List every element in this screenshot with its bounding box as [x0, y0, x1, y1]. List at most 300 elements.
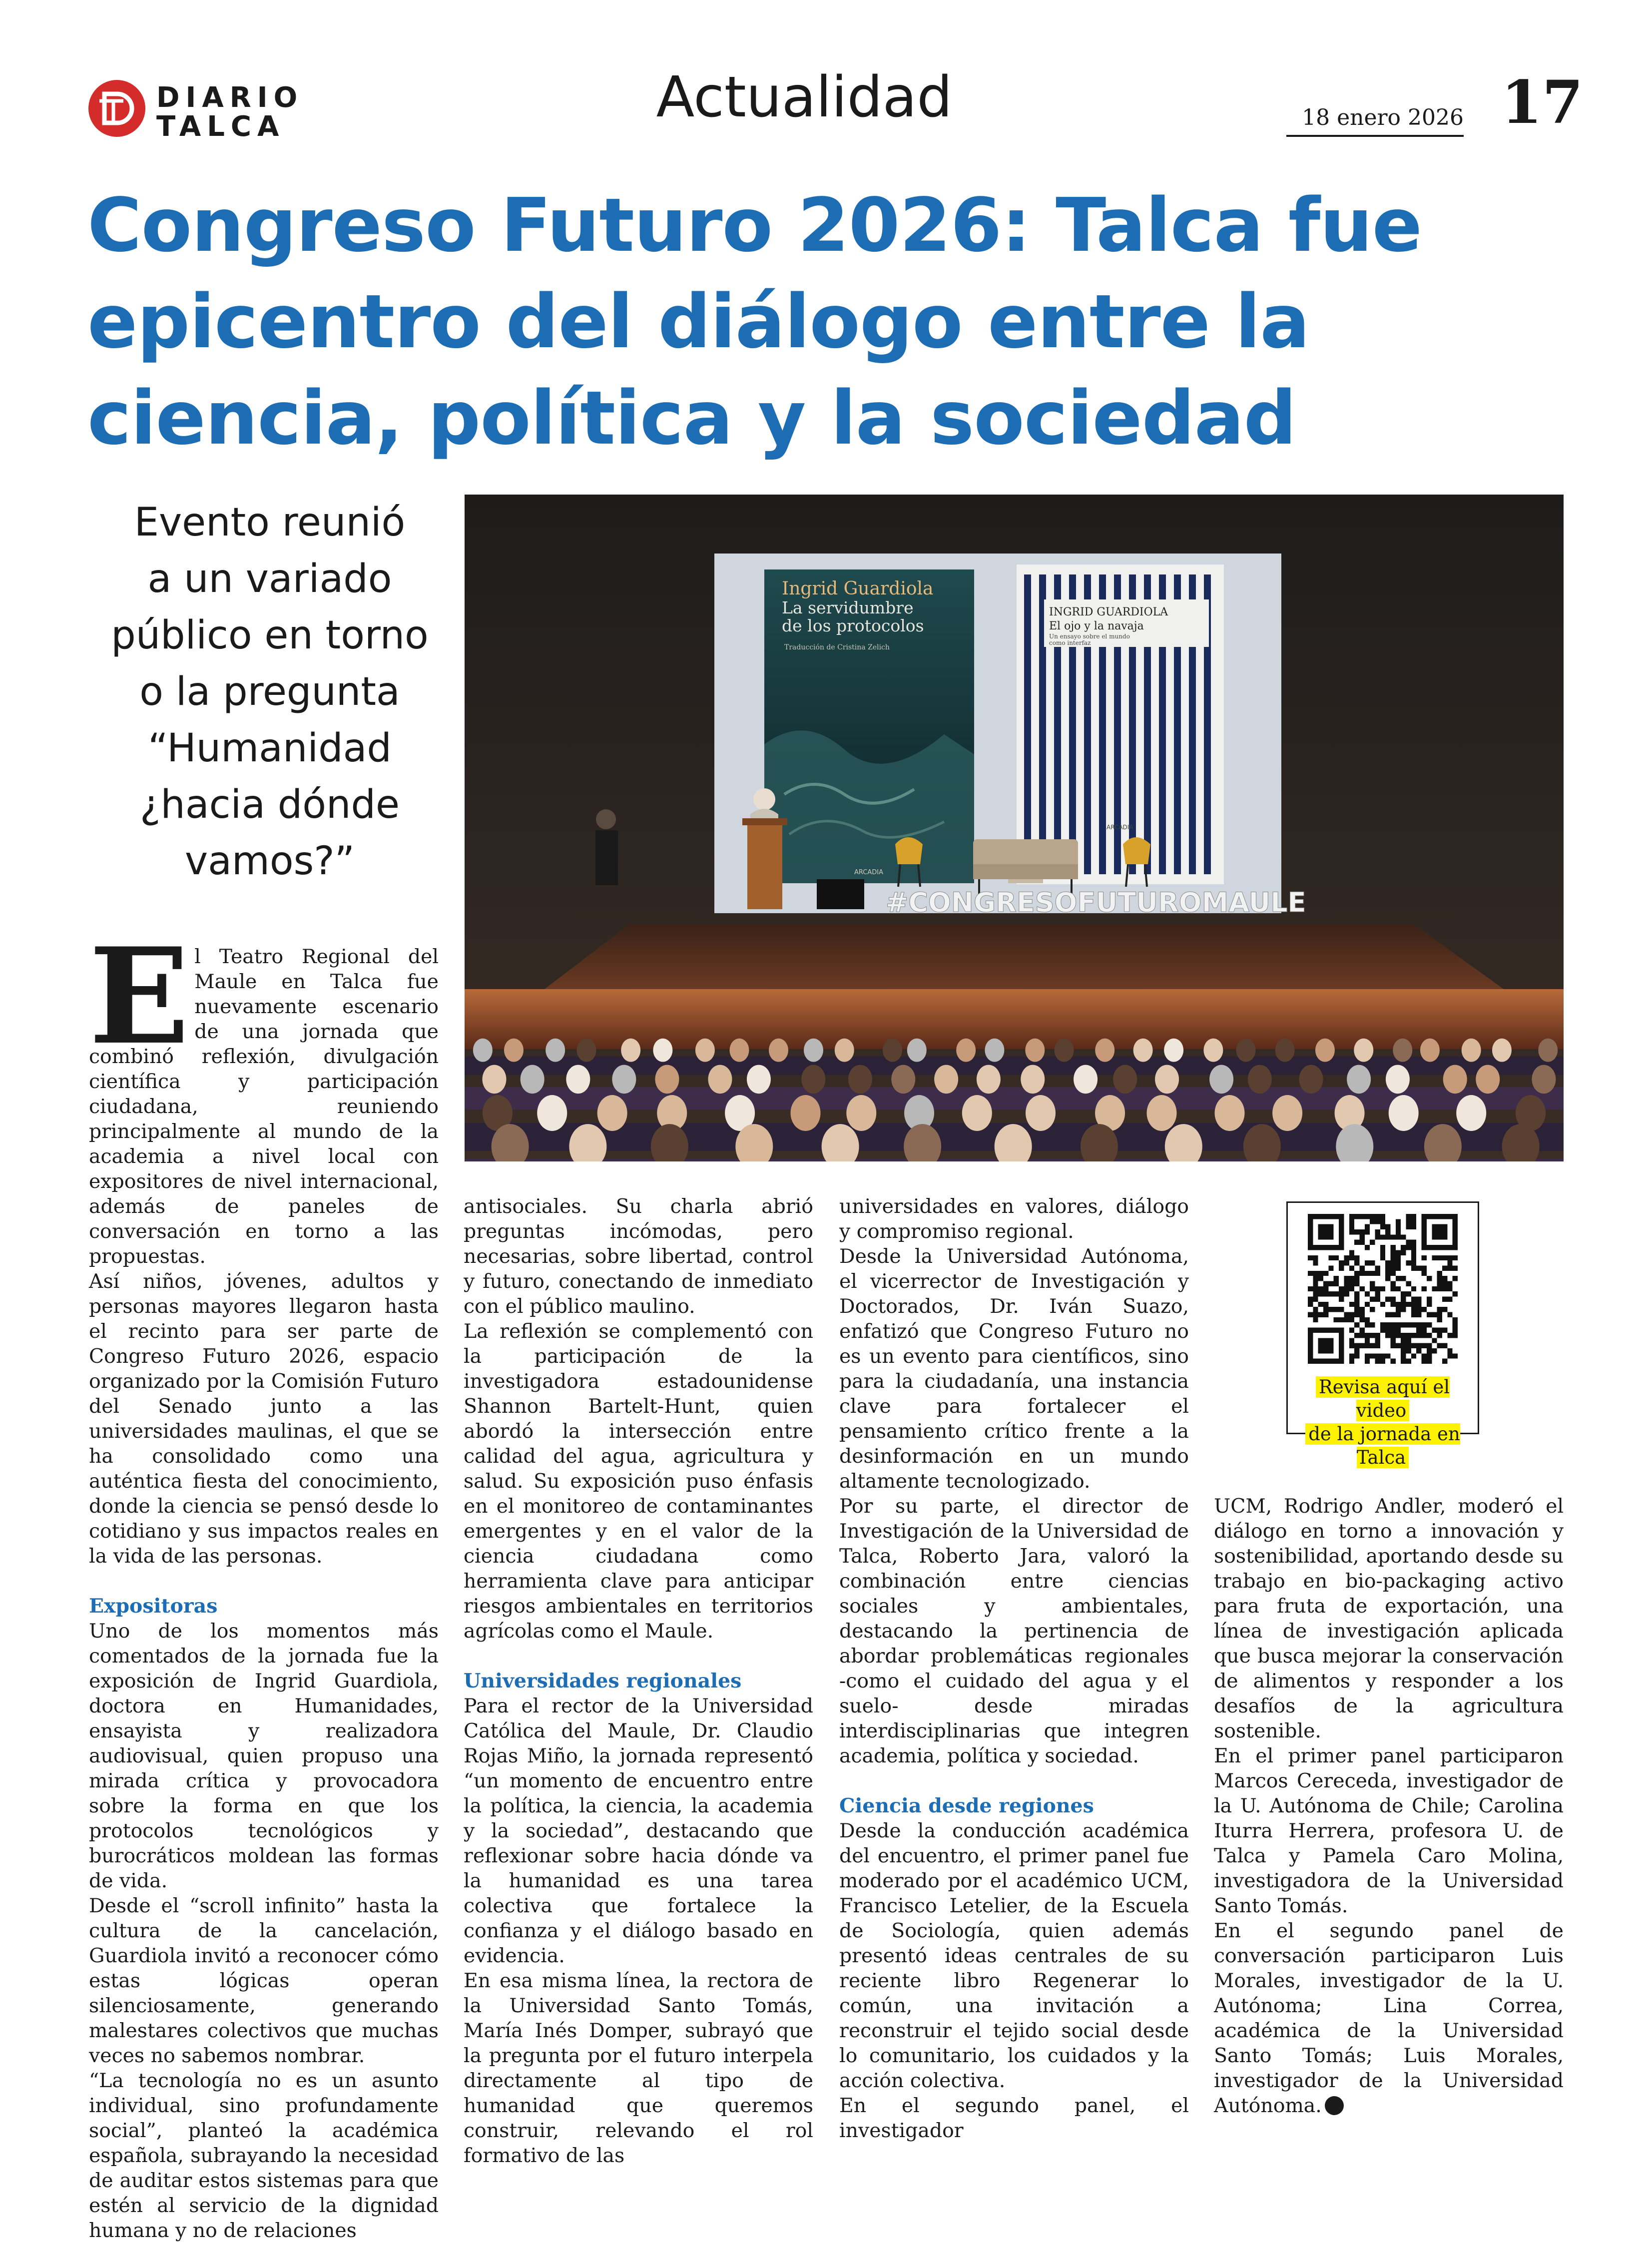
qr-module: [1334, 1255, 1339, 1260]
qr-module: [1422, 1322, 1427, 1327]
qr-module: [1349, 1338, 1354, 1343]
stage-equipment: [817, 879, 864, 909]
qr-module: [1442, 1297, 1447, 1302]
qr-module: [1411, 1214, 1416, 1219]
qr-module: [1427, 1333, 1432, 1338]
qr-module: [1323, 1302, 1328, 1307]
qr-module: [1370, 1307, 1375, 1312]
qr-module: [1380, 1328, 1385, 1333]
qr-module: [1432, 1338, 1437, 1343]
book1-title-1: La servidumbre: [782, 598, 914, 617]
audience: [465, 1039, 1564, 1161]
qr-module: [1375, 1286, 1380, 1291]
qr-module: [1375, 1297, 1380, 1302]
masthead-logo: [87, 75, 304, 143]
qr-module: [1380, 1234, 1385, 1239]
qr-module: [1313, 1271, 1318, 1276]
qr-module: [1313, 1281, 1318, 1286]
paragraph: Desde el “scroll infinito” hasta la cultura de la cancelación, Guardiola invitó a reconocer cómo estas lógicas operan silenciosamente, generando malestares colectivos que muchas veces no sabemos nombrar.: [89, 1894, 439, 2067]
qr-module: [1416, 1328, 1421, 1333]
qr-module: [1391, 1312, 1396, 1317]
qr-module: [1447, 1353, 1452, 1358]
qr-module: [1385, 1229, 1390, 1234]
qr-module: [1334, 1317, 1339, 1322]
audience-head: [1420, 1039, 1440, 1062]
article-column-2: [464, 1194, 813, 2168]
qr-module: [1453, 1291, 1458, 1296]
qr-module: [1391, 1359, 1396, 1364]
qr-module: [1401, 1245, 1406, 1250]
audience-head: [1347, 1065, 1371, 1094]
qr-module: [1375, 1333, 1380, 1338]
qr-module: [1354, 1255, 1359, 1260]
qr-module: [1380, 1214, 1385, 1219]
qr-module: [1432, 1312, 1437, 1317]
qr-module: [1375, 1271, 1380, 1276]
article-deck: [75, 495, 465, 890]
audience-head: [695, 1039, 715, 1062]
qr-module: [1406, 1224, 1411, 1229]
qr-module: [1406, 1333, 1411, 1338]
event-photo: [465, 495, 1564, 1161]
qr-module: [1313, 1286, 1318, 1291]
audience-head: [473, 1039, 493, 1062]
qr-module: [1401, 1322, 1406, 1327]
qr-module: [1411, 1219, 1416, 1224]
subhead-expositoras: Expositoras: [89, 1595, 218, 1618]
qr-module: [1385, 1276, 1390, 1281]
qr-module: [1385, 1353, 1390, 1358]
qr-module: [1365, 1260, 1370, 1265]
qr-module: [1422, 1265, 1427, 1270]
qr-module: [1391, 1255, 1396, 1260]
qr-module: [1344, 1281, 1349, 1286]
qr-module: [1427, 1322, 1432, 1327]
qr-module: [1406, 1240, 1411, 1245]
qr-module: [1453, 1328, 1458, 1333]
qr-module: [1396, 1250, 1401, 1255]
qr-module: [1349, 1281, 1354, 1286]
page-number: 17: [1501, 67, 1584, 137]
qr-module: [1370, 1353, 1375, 1358]
qr-module: [1349, 1229, 1354, 1234]
qr-module: [1344, 1291, 1349, 1296]
qr-module: [1411, 1255, 1416, 1260]
paragraph: Así niños, jóvenes, adultos y personas mayores llegaron hasta el recinto para ser parte de Congreso Futuro 2026, espacio organizado por la Comisión Futuro del Senado junto a las universidades maulinas, el que se ha consolidado como una auténtica fiesta del conocimiento, donde la ciencia se pensó desde lo cotidiano y sus impactos reales en la vida de las personas.: [89, 1270, 439, 1568]
qr-module: [1359, 1286, 1364, 1291]
qr-module: [1385, 1328, 1390, 1333]
qr-module: [1447, 1260, 1452, 1265]
paragraph: antisociales. Su charla abrió preguntas incómodas, pero necesarias, sobre libertad, control y futuro, conectando de inmediato con el público maulino.: [464, 1195, 813, 1318]
qr-module: [1328, 1291, 1333, 1296]
qr-module: [1339, 1260, 1344, 1265]
qr-module: [1308, 1286, 1313, 1291]
qr-module: [1411, 1286, 1416, 1291]
qr-module: [1365, 1317, 1370, 1322]
article-headline: Congreso Futuro 2026: Talca fue epicentro del diálogo entre la ciencia, política y la sociedad: [87, 182, 1422, 461]
qr-module: [1437, 1281, 1442, 1286]
book2-publisher: ARCADIA: [1106, 824, 1133, 831]
qr-module: [1391, 1281, 1396, 1286]
qr-module: [1359, 1265, 1364, 1270]
qr-module: [1442, 1359, 1447, 1364]
qr-module: [1323, 1312, 1328, 1317]
qr-module: [1349, 1343, 1354, 1348]
qr-module: [1385, 1312, 1390, 1317]
qr-module: [1411, 1245, 1416, 1250]
qr-module: [1391, 1260, 1396, 1265]
qr-module: [1354, 1343, 1359, 1348]
qr-module: [1411, 1265, 1416, 1270]
paragraph: Por su parte, el director de Investigación de la Universidad de Talca, Roberto Jara, valoró la combinación entre ciencias sociales y ambientales, destacando la pertinencia de abordar problemáticas regionales -como el cuidado del agua y el suelo- desde miradas interdisciplinarias que integren academia, política y sociedad.: [839, 1495, 1189, 1767]
audience-head: [801, 1065, 825, 1094]
audience-head: [1026, 1095, 1056, 1131]
qr-module: [1406, 1214, 1411, 1219]
qr-module: [1380, 1219, 1385, 1224]
qr-module: [1427, 1343, 1432, 1348]
qr-module: [1375, 1214, 1380, 1219]
audience-head: [1443, 1065, 1467, 1094]
deck-line: vamos?”: [184, 839, 355, 884]
qr-module: [1349, 1317, 1354, 1322]
audience-head: [985, 1039, 1004, 1062]
qr-module: [1334, 1281, 1339, 1286]
book2-subtitle-2: como interfaz: [1049, 639, 1091, 646]
audience-head: [1113, 1065, 1137, 1094]
qr-module: [1401, 1348, 1406, 1353]
qr-module: [1432, 1348, 1437, 1353]
audience-head: [1386, 1065, 1410, 1094]
audience-head: [769, 1039, 788, 1062]
qr-module: [1359, 1317, 1364, 1322]
book-cover-servidumbre: [764, 569, 974, 883]
qr-module: [1391, 1245, 1396, 1250]
qr-module: [1396, 1333, 1401, 1338]
audience-head: [747, 1065, 771, 1094]
qr-module: [1318, 1291, 1323, 1296]
qr-caption-line: de la jornada en Talca: [1305, 1423, 1460, 1468]
qr-module: [1422, 1307, 1427, 1312]
qr-module: [1447, 1265, 1452, 1270]
qr-module: [1416, 1307, 1421, 1312]
qr-module: [1359, 1343, 1364, 1348]
audience-head: [846, 1095, 876, 1131]
qr-module: [1416, 1302, 1421, 1307]
qr-module: [1354, 1312, 1359, 1317]
qr-module: [1385, 1271, 1390, 1276]
qr-module: [1406, 1219, 1411, 1224]
qr-module: [1411, 1297, 1416, 1302]
audience-head: [1203, 1039, 1223, 1062]
qr-module: [1422, 1359, 1427, 1364]
qr-module: [1437, 1312, 1442, 1317]
qr-module: [1396, 1260, 1401, 1265]
qr-module: [1385, 1224, 1390, 1229]
qr-module: [1318, 1338, 1334, 1353]
qr-module: [1396, 1328, 1401, 1333]
audience-head: [1456, 1095, 1486, 1131]
qr-module: [1385, 1234, 1390, 1239]
qr-module: [1359, 1333, 1364, 1338]
qr-module: [1427, 1348, 1432, 1353]
qr-module: [1344, 1312, 1349, 1317]
audience-head: [1393, 1039, 1412, 1062]
qr-module: [1334, 1307, 1339, 1312]
qr-module: [1349, 1214, 1354, 1219]
audience-head: [546, 1039, 565, 1062]
audience-head: [612, 1065, 636, 1094]
qr-module: [1437, 1307, 1442, 1312]
qr-module: [1416, 1312, 1421, 1317]
qr-module: [1318, 1312, 1323, 1317]
qr-module: [1323, 1271, 1328, 1276]
audience-head: [1055, 1039, 1074, 1062]
qr-module: [1411, 1307, 1416, 1312]
qr-module: [1354, 1348, 1359, 1353]
qr-module: [1323, 1286, 1328, 1291]
qr-module: [1396, 1229, 1401, 1234]
audience-head: [597, 1095, 627, 1131]
qr-module: [1422, 1271, 1427, 1276]
qr-module: [1391, 1297, 1396, 1302]
qr-module: [1328, 1307, 1333, 1312]
qr-module: [1370, 1322, 1375, 1327]
paragraph: En esa misma línea, la rectora de la Universidad Santo Tomás, María Inés Domper, subrayó que la pregunta por el futuro interpela directamente al tipo de humanidad que queremos construir, relevando el rol formativo de las: [464, 1969, 813, 2167]
logo-word-diario: DIARIO: [156, 81, 304, 114]
qr-module: [1359, 1307, 1364, 1312]
paragraph-text: En el segundo panel de conversación participaron Luis Morales, investigador de la U. Autónoma; Lina Correa, académica de la Universidad Santo Tomás; Luis Morales, investigador de la Universidad Autónoma.: [1214, 1919, 1564, 2117]
qr-module: [1401, 1359, 1406, 1364]
paragraph: Desde la conducción académica del encuentro, el primer panel fue moderado por el académico UCM, Francisco Letelier, de la Escuela de Sociología, quien además presentó ideas centrales de su reciente libro Regenerar lo común, una invitación a reconstruir el tejido social desde lo comunitario, los cuidados y la acción colectiva.: [839, 1819, 1189, 2092]
audience-head: [835, 1039, 854, 1062]
qr-module: [1401, 1333, 1406, 1338]
qr-module: [1359, 1271, 1364, 1276]
qr-module: [1334, 1276, 1339, 1281]
qr-module: [1416, 1343, 1421, 1348]
qr-module: [1354, 1353, 1359, 1358]
qr-module: [1349, 1255, 1354, 1260]
subhead-universidades: Universidades regionales: [464, 1670, 742, 1692]
qr-module: [1318, 1286, 1323, 1291]
interpreter-figure: [595, 809, 618, 885]
qr-module: [1380, 1224, 1385, 1229]
qr-module: [1339, 1291, 1344, 1296]
article-column-1: [89, 919, 439, 2243]
qr-module: [1437, 1317, 1442, 1322]
qr-module: [1349, 1276, 1354, 1281]
qr-module: [1437, 1271, 1442, 1276]
qr-module: [1370, 1281, 1375, 1286]
qr-module: [1375, 1343, 1380, 1348]
qr-module: [1391, 1338, 1396, 1343]
qr-module: [1401, 1234, 1406, 1239]
qr-module: [1416, 1297, 1421, 1302]
qr-module: [1427, 1276, 1432, 1281]
qr-module: [1437, 1286, 1442, 1291]
paragraph-text: l Teatro Regional del Maule en Talca fue nuevamente escenario de una jornada que combinó reflexión, divulgación científica y participación ciudadana, reuniendo principalmente al mundo de la academia a nivel local con expositores de nivel internacional, además de paneles de conversación en torno a las propuestas.: [89, 945, 439, 1268]
qr-module: [1391, 1286, 1396, 1291]
article-column-3: [839, 1194, 1189, 2143]
qr-module: [1411, 1302, 1416, 1307]
qr-module: [1411, 1353, 1416, 1358]
qr-module: [1406, 1348, 1411, 1353]
qr-module: [1391, 1343, 1396, 1348]
book1-author: Ingrid Guardiola: [782, 578, 934, 599]
qr-module: [1396, 1286, 1401, 1291]
qr-module: [1349, 1219, 1354, 1224]
deck-line: a un variado: [147, 557, 392, 601]
book1-title-2: de los protocolos: [782, 616, 924, 635]
qr-module: [1385, 1322, 1390, 1327]
qr-module: [1370, 1260, 1375, 1265]
qr-code-box[interactable]: [1286, 1201, 1479, 1468]
audience-head: [1248, 1065, 1272, 1094]
qr-module: [1354, 1240, 1359, 1245]
qr-module: [1344, 1255, 1349, 1260]
qr-module: [1308, 1255, 1313, 1260]
qr-module: [1396, 1312, 1401, 1317]
qr-module: [1308, 1312, 1313, 1317]
qr-module: [1406, 1245, 1411, 1250]
qr-module: [1432, 1328, 1437, 1333]
qr-module: [1401, 1250, 1406, 1255]
book-cover-ojo-navaja: [1017, 564, 1224, 884]
paragraph: Uno de los momentos más comentados de la jornada fue la exposición de Ingrid Guardiola, doctora en Humanidades, ensayista y realizadora audiovisual, quien propuso una mirada crítica y provocadora sobre la forma en que los protocolos tecnológicos y burocráticos moldean las formas de vida.: [89, 1620, 439, 1892]
qr-module: [1318, 1224, 1334, 1240]
paragraph: Para el rector de la Universidad Católica del Maule, Dr. Claudio Rojas Miño, la jornada representó “un momento de encuentro entre la política, la ciencia, la academia y la sociedad”, destacando que reflexionar sobre hacia dónde va la humanidad es una tarea colectiva que fortalece la confianza y el diálogo basado en evidencia.: [464, 1694, 813, 1967]
audience-head: [1538, 1039, 1558, 1062]
qr-module: [1344, 1317, 1349, 1322]
qr-module: [1406, 1343, 1411, 1348]
qr-module: [1339, 1297, 1344, 1302]
qr-module: [1432, 1286, 1437, 1291]
audience-head: [1462, 1039, 1481, 1062]
audience-head: [521, 1065, 545, 1094]
audience-head: [883, 1039, 902, 1062]
qr-module: [1365, 1343, 1370, 1348]
qr-module: [1354, 1302, 1359, 1307]
book1-translator: Traducción de Cristina Zelich: [784, 643, 890, 651]
qr-module: [1328, 1281, 1333, 1286]
qr-module: [1396, 1302, 1401, 1307]
qr-module: [1318, 1276, 1323, 1281]
qr-module: [1365, 1359, 1370, 1364]
qr-module: [1359, 1229, 1364, 1234]
qr-module: [1391, 1302, 1396, 1307]
qr-module: [1432, 1255, 1437, 1260]
qr-module: [1313, 1255, 1318, 1260]
qr-module: [1349, 1328, 1354, 1333]
qr-module: [1401, 1302, 1406, 1307]
qr-module: [1453, 1322, 1458, 1327]
qr-module: [1313, 1317, 1318, 1322]
qr-module: [1427, 1297, 1432, 1302]
qr-module: [1308, 1297, 1313, 1302]
qr-module: [1427, 1302, 1432, 1307]
qr-module: [1365, 1291, 1370, 1296]
qr-module: [1447, 1286, 1452, 1291]
qr-module: [1447, 1297, 1452, 1302]
qr-module: [1401, 1276, 1406, 1281]
audience-head: [1214, 1095, 1244, 1131]
audience-head: [1275, 1039, 1295, 1062]
subhead-ciencia: Ciencia desde regiones: [839, 1794, 1094, 1817]
qr-code-icon[interactable]: [1308, 1214, 1458, 1364]
qr-module: [1437, 1333, 1442, 1338]
audience-head: [907, 1039, 927, 1062]
audience-head: [977, 1065, 1001, 1094]
qr-module: [1344, 1286, 1349, 1291]
qr-module: [1453, 1317, 1458, 1322]
qr-module: [1344, 1276, 1349, 1281]
qr-module: [1370, 1333, 1375, 1338]
qr-module: [1416, 1265, 1421, 1270]
qr-module: [1411, 1260, 1416, 1265]
qr-module: [1391, 1322, 1396, 1327]
qr-module: [1385, 1260, 1390, 1265]
qr-module: [1442, 1281, 1447, 1286]
qr-module: [1416, 1348, 1421, 1353]
qr-module: [1437, 1255, 1442, 1260]
qr-module: [1380, 1250, 1385, 1255]
qr-module: [1437, 1276, 1442, 1281]
audience-head: [1074, 1065, 1098, 1094]
qr-module: [1422, 1286, 1427, 1291]
audience-head: [482, 1065, 506, 1094]
qr-module: [1354, 1276, 1359, 1281]
qr-module: [1442, 1328, 1447, 1333]
paragraph: En el primer panel participaron Marcos Cereceda, investigador de la U. Autónoma de Chile; Carolina Iturra Herrera, profesora U. de Talca y Pamela Caro Molina, investigadora de la Universidad Santo Tomás.: [1214, 1744, 1564, 1917]
qr-module: [1318, 1302, 1323, 1307]
audience-head: [934, 1065, 958, 1094]
qr-module: [1385, 1333, 1390, 1338]
qr-module: [1406, 1322, 1411, 1327]
qr-module: [1380, 1322, 1385, 1327]
qr-module: [1432, 1224, 1447, 1240]
issue-date: 18 enero 2026: [1286, 105, 1464, 137]
qr-module: [1411, 1250, 1416, 1255]
audience-head: [566, 1065, 590, 1094]
qr-module: [1447, 1312, 1452, 1317]
qr-module: [1349, 1359, 1354, 1364]
qr-module: [1406, 1338, 1411, 1343]
book2-author: INGRID GUARDIOLA: [1049, 606, 1168, 618]
audience-head: [708, 1065, 732, 1094]
qr-module: [1406, 1302, 1411, 1307]
qr-module: [1411, 1333, 1416, 1338]
qr-module: [1359, 1240, 1364, 1245]
book2-title: El ojo y la navaja: [1049, 620, 1144, 632]
qr-module: [1365, 1224, 1370, 1229]
qr-module: [1442, 1343, 1447, 1348]
book2-subtitle-1: Un ensayo sobre el mundo: [1049, 633, 1130, 640]
qr-module: [1349, 1302, 1354, 1307]
qr-module: [1391, 1271, 1396, 1276]
qr-module: [1396, 1307, 1401, 1312]
qr-module: [1380, 1302, 1385, 1307]
audience-head: [1155, 1065, 1179, 1094]
qr-module: [1401, 1291, 1406, 1296]
audience-head: [1492, 1039, 1512, 1062]
qr-module: [1313, 1260, 1318, 1265]
qr-module: [1385, 1265, 1390, 1270]
qr-module: [1339, 1317, 1344, 1322]
qr-module: [1354, 1271, 1359, 1276]
qr-module: [1447, 1281, 1452, 1286]
qr-module: [1406, 1291, 1411, 1296]
qr-module: [1313, 1312, 1318, 1317]
qr-module: [1318, 1271, 1323, 1276]
